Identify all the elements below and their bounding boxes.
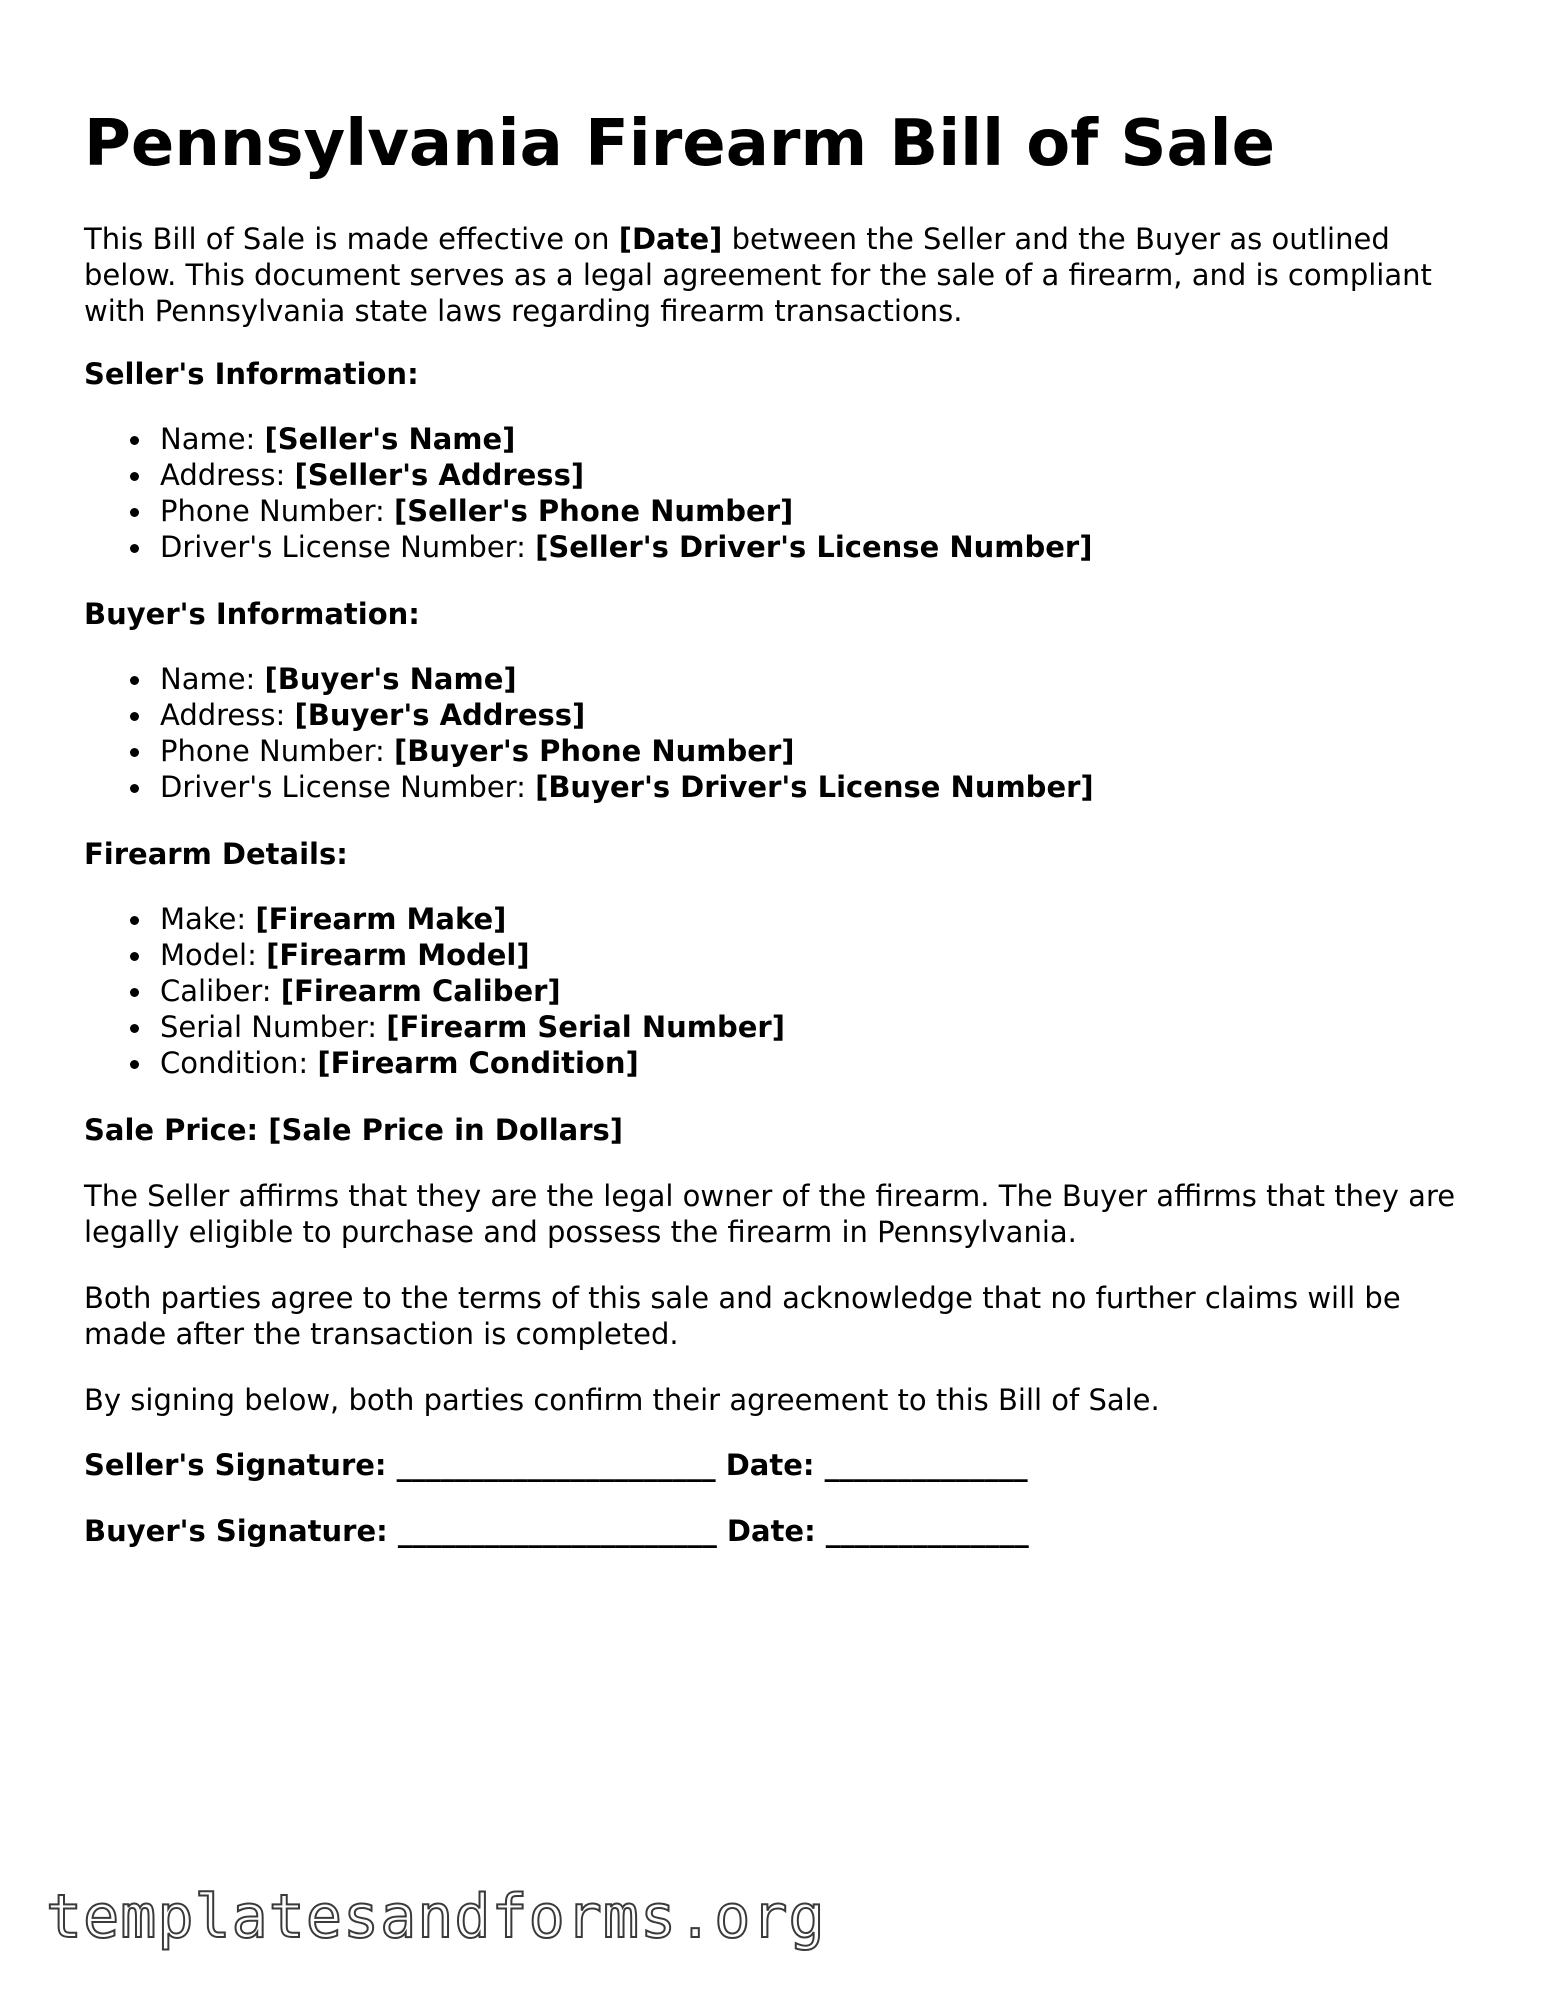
item-value: [Firearm Model] — [266, 938, 530, 972]
item-value: [Seller's Driver's License Number] — [535, 530, 1093, 564]
item-value: [Firearm Make] — [255, 902, 507, 936]
page-title: Pennsylvania Firearm Bill of Sale — [84, 107, 1275, 181]
list-item — [160, 901, 785, 937]
item-value: [Buyer's Name] — [264, 662, 517, 696]
list-item — [160, 973, 785, 1009]
intro-text-after: between the Seller and the Buyer as outlined below. This document serves as a legal agreement for the sale of a firearm, and is compliant with Pennsylvania state laws regarding firearm transactions. — [84, 222, 1432, 328]
item-label: Address: — [160, 698, 295, 732]
affirmation-paragraph: The Seller affirms that they are the legal owner of the firearm. The Buyer affirms that they are legally eligible to purchase and possess the firearm in Pennsylvania. — [84, 1179, 1456, 1249]
item-label: Caliber: — [160, 974, 281, 1008]
list-item — [160, 1009, 785, 1045]
item-value: [Firearm Serial Number] — [386, 1010, 785, 1044]
item-label: Condition: — [160, 1046, 318, 1080]
firearm-section-heading: Firearm Details: — [84, 837, 348, 871]
buyer-signature-line: Buyer's Signature: ______________________ Date: ______________ — [84, 1514, 1029, 1548]
effective-date-placeholder: [Date] — [618, 222, 723, 256]
seller-signature-line: Seller's Signature: ______________________ Date: ______________ — [84, 1448, 1028, 1482]
item-label: Model: — [160, 938, 267, 972]
list-item — [160, 937, 785, 973]
seller-info-list — [84, 421, 1092, 565]
item-label: Phone Number: — [160, 734, 395, 768]
item-value: [Seller's Name] — [264, 422, 516, 456]
item-label: Serial Number: — [160, 1010, 387, 1044]
list-item — [160, 529, 1092, 565]
buyer-info-list — [84, 661, 1094, 805]
list-item — [160, 493, 1092, 529]
buyer-section-heading: Buyer's Information: — [84, 597, 420, 631]
item-label: Name: — [160, 422, 265, 456]
item-label: Name: — [160, 662, 265, 696]
item-label: Phone Number: — [160, 494, 395, 528]
item-value: [Seller's Address] — [294, 458, 585, 492]
agreement-paragraph: Both parties agree to the terms of this sale and acknowledge that no further claims will be made after the transaction is completed. — [84, 1281, 1401, 1351]
sale-price: Sale Price: [Sale Price in Dollars] — [84, 1113, 624, 1147]
watermark-text: templatesandforms.org — [46, 1882, 826, 1952]
item-label: Address: — [160, 458, 295, 492]
intro-paragraph — [84, 221, 1464, 329]
item-value: [Firearm Condition] — [317, 1046, 639, 1080]
list-item — [160, 769, 1094, 805]
list-item — [160, 661, 1094, 697]
list-item — [160, 1045, 785, 1081]
item-value: [Firearm Caliber] — [280, 974, 561, 1008]
item-label: Driver's License Number: — [160, 770, 536, 804]
intro-text-before: This Bill of Sale is made effective on — [84, 222, 619, 256]
confirmation-paragraph: By signing below, both parties confirm their agreement to this Bill of Sale. — [84, 1383, 1160, 1417]
item-value: [Buyer's Address] — [294, 698, 586, 732]
item-value: [Buyer's Phone Number] — [394, 734, 795, 768]
item-value: [Buyer's Driver's License Number] — [535, 770, 1094, 804]
item-label: Make: — [160, 902, 256, 936]
list-item — [160, 421, 1092, 457]
seller-section-heading: Seller's Information: — [84, 357, 419, 391]
item-value: [Seller's Phone Number] — [394, 494, 794, 528]
firearm-details-list — [84, 901, 785, 1081]
list-item — [160, 697, 1094, 733]
list-item — [160, 457, 1092, 493]
item-label: Driver's License Number: — [160, 530, 536, 564]
list-item — [160, 733, 1094, 769]
